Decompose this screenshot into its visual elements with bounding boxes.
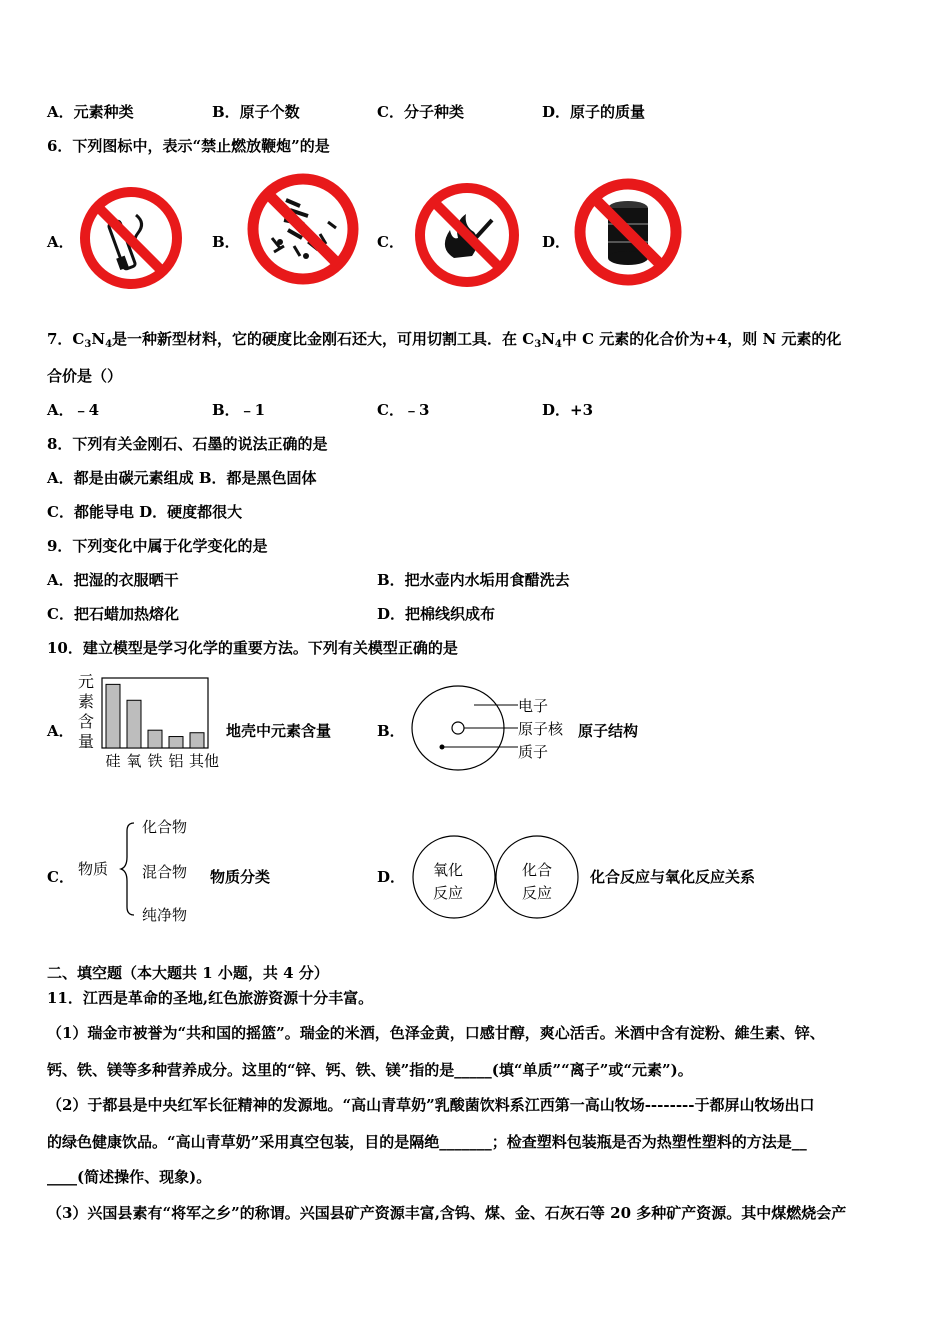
x-tick-label-3: 铝 [168, 752, 184, 770]
bar-1 [127, 700, 141, 748]
q8-stem: 8．下列有关金刚石、石墨的说法正确的是 [47, 435, 328, 453]
q10-c-caption: 物质分类 [210, 868, 271, 886]
q5-option-d: D．原子的质量 [542, 103, 646, 121]
q9-option-c: C．把石蜡加热熔化 [47, 605, 179, 623]
atom-label-proton: 质子 [518, 743, 549, 761]
x-tick-label-1: 氧 [126, 752, 142, 770]
q7-option-a: A．﹣4 [47, 401, 100, 419]
q7-option-c: C．﹣3 [377, 401, 430, 419]
chart-y-label: 元 素 含 量 [78, 672, 95, 751]
atom-label-electron: 电子 [518, 697, 549, 715]
q6-stem: 6．下列图标中，表示“禁止燃放鞭炮”的是 [47, 137, 330, 155]
atom-structure-diagram [408, 684, 518, 774]
q6-label-c: C． [377, 233, 404, 251]
no-smoking-icon [78, 185, 184, 291]
classification-root: 物质 [78, 860, 109, 878]
q11-p2-line3: ____(简述操作、现象)。 [47, 1168, 212, 1186]
q9-option-b: B．把水壶内水垢用食醋洗去 [377, 571, 570, 589]
q5-option-a: A．元素种类 [47, 103, 134, 121]
q11-stem: 11．江西是革命的圣地,红色旅游资源十分丰富。 [47, 989, 374, 1007]
x-tick-label-0: 硅 [105, 752, 121, 770]
q6-label-b: B． [212, 233, 240, 251]
classification-item-pure: 纯净物 [142, 906, 188, 924]
venn-right-label-1: 化合 [522, 861, 553, 879]
q10-label-c: C． [47, 868, 74, 886]
q9-stem: 9．下列变化中属于化学变化的是 [47, 537, 268, 555]
venn-left-label-1: 氧化 [433, 861, 464, 879]
q11-p2-line2: 的绿色健康饮品。“高山青草奶”采用真空包装，目的是隔绝_______；检查塑料包装瓶是否为热塑性塑料的方法是__ [47, 1133, 807, 1151]
q10-label-a: A． [47, 722, 74, 740]
q11-p3-line1: （3）兴国县素有“将军之乡”的称谓。兴国县矿产资源丰富,含钨、煤、金、石灰石等 20 多种矿产资源。其中煤燃烧会产 [47, 1204, 847, 1222]
q8-options-cd: C．都能导电 D．硬度都很大 [47, 503, 243, 521]
bar-4 [190, 733, 204, 748]
q9-option-d: D．把棉线织成布 [377, 605, 496, 623]
q7-line2: 合价是（） [47, 367, 123, 385]
no-open-flame-icon [412, 180, 522, 290]
q11-p1-line1: （1）瑞金市被誉为“共和国的摇篮”。瑞金的米酒，色泽金黄，口感甘醇，爽心活舌。米酒中含有淀粉、維生素、锌、 [47, 1024, 825, 1042]
atom-label-nucleus: 原子核 [518, 720, 564, 738]
electron-dot [440, 745, 445, 750]
x-tick-label-2: 铁 [147, 752, 163, 770]
q10-b-caption: 原子结构 [578, 722, 639, 740]
q10-label-b: B． [377, 722, 405, 740]
classification-item-compound: 化合物 [142, 818, 188, 836]
q8-options-ab: A．都是由碳元素组成 B．都是黑色固体 [47, 469, 317, 487]
q10-label-d: D． [377, 868, 406, 886]
q11-p1-line2: 钙、铁、镁等多种营养成分。这里的“锌、钙、铁、镁”指的是_____(填“单质”“离子”或“元素”)。 [47, 1061, 693, 1079]
brace-icon [118, 820, 138, 918]
bar-2 [148, 730, 162, 748]
x-tick-label-4: 其他 [188, 752, 220, 770]
q10-d-caption: 化合反应与氧化反应关系 [590, 868, 756, 886]
q7-line1: 7．$C_3N_4$是一种新型材料，它的硬度比金刚石还大，可用切割工具．在 $C_3N_4$中 C 元素的化合价为+4，则 N 元素的化 [47, 330, 842, 350]
q5-option-c: C．分子种类 [377, 103, 464, 121]
q6-label-d: D． [542, 233, 571, 251]
q6-label-a: A． [47, 233, 74, 251]
venn-right-label-2: 反应 [522, 884, 553, 902]
classification-item-mixture: 混合物 [142, 863, 188, 881]
bar-0 [106, 684, 120, 748]
q11-p2-line1: （2）于都县是中央红军长征精神的发源地。“高山青草奶”乳酸菌饮料系江西第一高山牧场--------于都屏山牧场出口 [47, 1096, 815, 1114]
q10-stem: 10．建立模型是学习化学的重要方法。下列有关模型正确的是 [47, 639, 458, 657]
q10-a-caption: 地壳中元素含量 [226, 722, 332, 740]
nucleus-circle [452, 722, 464, 734]
element-content-bar-chart [100, 676, 220, 772]
no-oil-drum-icon [572, 176, 684, 288]
no-firecrackers-icon [244, 172, 362, 287]
bar-3 [169, 737, 183, 748]
section-title: 二、填空题（本大题共 1 小题，共 4 分） [47, 964, 329, 982]
q5-option-b: B．原子个数 [212, 103, 300, 121]
q9-option-a: A．把湿的衣服晒干 [47, 571, 179, 589]
venn-left-label-2: 反应 [433, 884, 464, 902]
q7-option-b: B．﹣1 [212, 401, 266, 419]
q7-option-d: D．+3 [542, 401, 594, 419]
